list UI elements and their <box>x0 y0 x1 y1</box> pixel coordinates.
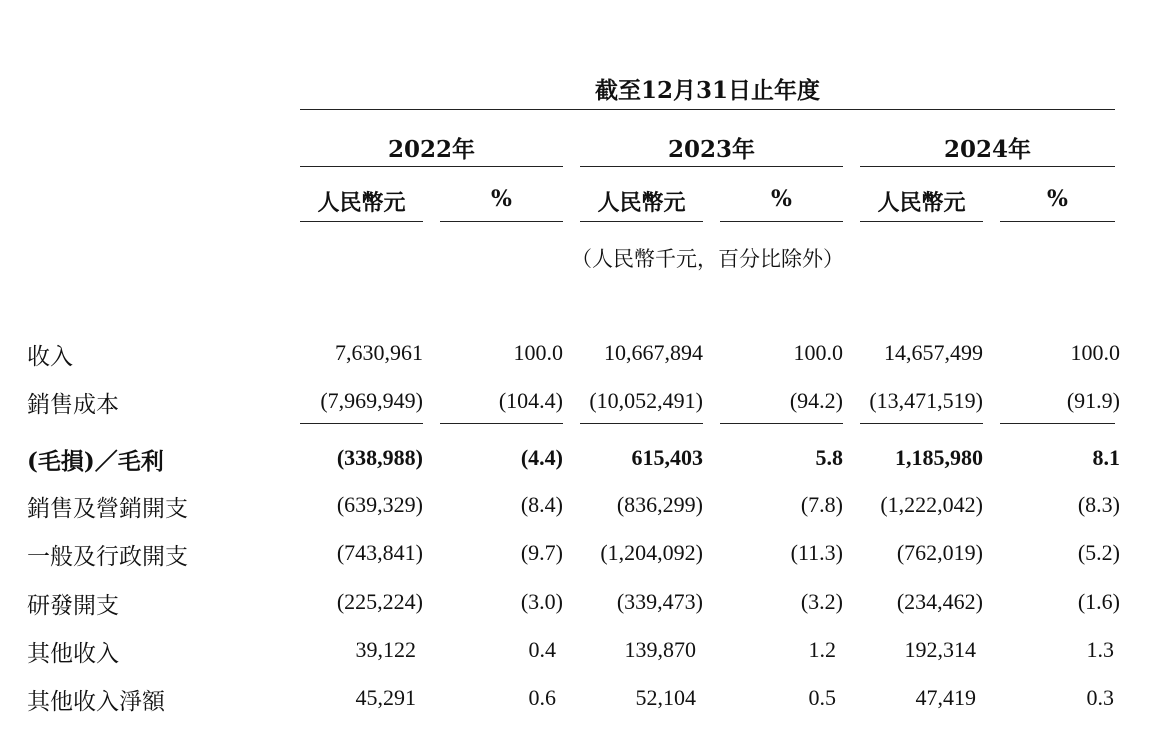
cell-rnd-2023-pct: (3.2) <box>800 589 843 614</box>
sub-rule <box>720 221 843 222</box>
subtotal-rule <box>440 423 563 424</box>
cell-revenue-2022-pct: 100.0 <box>513 340 563 365</box>
header-rule-top <box>300 109 1115 110</box>
cell-other-net-2024-amount: 47,419 <box>915 685 976 710</box>
sub-rule <box>1000 221 1115 222</box>
cell-rnd-2024-pct: (1.6) <box>1077 589 1120 614</box>
cell-admin-2023-amount: (1,204,092) <box>600 540 703 565</box>
cell-admin-2024-amount: (762,019) <box>896 540 983 565</box>
year-rule-2024 <box>860 166 1115 167</box>
cell-rnd-2023-amount: (339,473) <box>616 589 703 614</box>
currency-label-2022: 人民幣元 <box>317 190 406 216</box>
currency-label-2023: 人民幣元 <box>597 190 686 216</box>
cell-cost-2024-amount: (13,471,519) <box>869 388 983 413</box>
period-title: 截至12月31日止年度 <box>594 77 820 104</box>
row-label-other-income: 其他收入 <box>27 641 119 667</box>
percent-label-2023: % <box>771 186 792 212</box>
cell-other-net-2023-pct: 0.5 <box>808 685 836 710</box>
cell-gross-2023-pct: 5.8 <box>815 445 843 470</box>
cell-gross-2024-amount: 1,185,980 <box>895 445 983 470</box>
sub-rule <box>580 221 703 222</box>
cell-other-income-2024-amount: 192,314 <box>904 637 976 662</box>
cell-cost-2023-pct: (94.2) <box>789 388 843 413</box>
cell-other-net-2022-amount: 45,291 <box>355 685 416 710</box>
subtotal-rule <box>860 423 983 424</box>
cell-other-income-2022-pct: 0.4 <box>528 637 556 662</box>
cell-admin-2022-pct: (9.7) <box>520 540 563 565</box>
currency-label-2024: 人民幣元 <box>877 190 966 216</box>
year-rule-2023 <box>580 166 843 167</box>
row-label-other-income-net: 其他收入淨額 <box>27 689 165 715</box>
percent-label-2022: % <box>491 186 512 212</box>
unit-note: （人民幣千元，百分比除外） <box>571 247 844 271</box>
cell-admin-2022-amount: (743,841) <box>336 540 423 565</box>
sub-rule <box>860 221 983 222</box>
cell-gross-2023-amount: 615,403 <box>631 445 703 470</box>
cell-admin-2024-pct: (5.2) <box>1077 540 1120 565</box>
cell-revenue-2023-amount: 10,667,894 <box>604 340 703 365</box>
row-label-selling-expenses: 銷售及營銷開支 <box>27 496 188 522</box>
cell-gross-2022-amount: (338,988) <box>336 445 423 470</box>
row-label-gross-profit: (毛損)／毛利 <box>27 448 164 475</box>
cell-other-income-2022-amount: 39,122 <box>355 637 416 662</box>
cell-selling-2024-amount: (1,222,042) <box>880 492 983 517</box>
cell-rnd-2022-pct: (3.0) <box>520 589 563 614</box>
cell-other-net-2023-amount: 52,104 <box>635 685 696 710</box>
cell-revenue-2022-amount: 7,630,961 <box>335 340 423 365</box>
cell-gross-2022-pct: (4.4) <box>520 445 563 470</box>
cell-revenue-2024-pct: 100.0 <box>1070 340 1120 365</box>
subtotal-rule <box>300 423 423 424</box>
cell-cost-2022-amount: (7,969,949) <box>320 388 423 413</box>
cell-rnd-2024-amount: (234,462) <box>896 589 983 614</box>
year-header-2023: 2023年 <box>667 136 755 163</box>
row-label-admin-expenses: 一般及行政開支 <box>27 544 188 570</box>
cell-selling-2023-pct: (7.8) <box>800 492 843 517</box>
cell-other-income-2023-pct: 1.2 <box>808 637 836 662</box>
row-label-revenue: 收入 <box>27 344 73 370</box>
year-rule-2022 <box>300 166 563 167</box>
subtotal-rule <box>1000 423 1115 424</box>
cell-other-net-2022-pct: 0.6 <box>528 685 556 710</box>
sub-rule <box>300 221 423 222</box>
cell-gross-2024-pct: 8.1 <box>1092 445 1120 470</box>
sub-rule <box>440 221 563 222</box>
cell-cost-2023-amount: (10,052,491) <box>589 388 703 413</box>
row-label-cost-of-sales: 銷售成本 <box>27 392 119 418</box>
year-header-2024: 2024年 <box>943 136 1031 163</box>
cell-selling-2022-amount: (639,329) <box>336 492 423 517</box>
cell-revenue-2023-pct: 100.0 <box>793 340 843 365</box>
percent-label-2024: % <box>1047 186 1068 212</box>
cell-cost-2022-pct: (104.4) <box>498 388 563 413</box>
subtotal-rule <box>720 423 843 424</box>
cell-revenue-2024-amount: 14,657,499 <box>884 340 983 365</box>
cell-selling-2022-pct: (8.4) <box>520 492 563 517</box>
cell-admin-2023-pct: (11.3) <box>790 540 843 565</box>
cell-other-net-2024-pct: 0.3 <box>1086 685 1114 710</box>
year-header-2022: 2022年 <box>387 136 475 163</box>
cell-selling-2023-amount: (836,299) <box>616 492 703 517</box>
row-label-rnd-expenses: 研發開支 <box>27 593 119 619</box>
cell-selling-2024-pct: (8.3) <box>1077 492 1120 517</box>
cell-cost-2024-pct: (91.9) <box>1066 388 1120 413</box>
subtotal-rule <box>580 423 703 424</box>
cell-rnd-2022-amount: (225,224) <box>336 589 423 614</box>
cell-other-income-2023-amount: 139,870 <box>624 637 696 662</box>
cell-other-income-2024-pct: 1.3 <box>1086 637 1114 662</box>
